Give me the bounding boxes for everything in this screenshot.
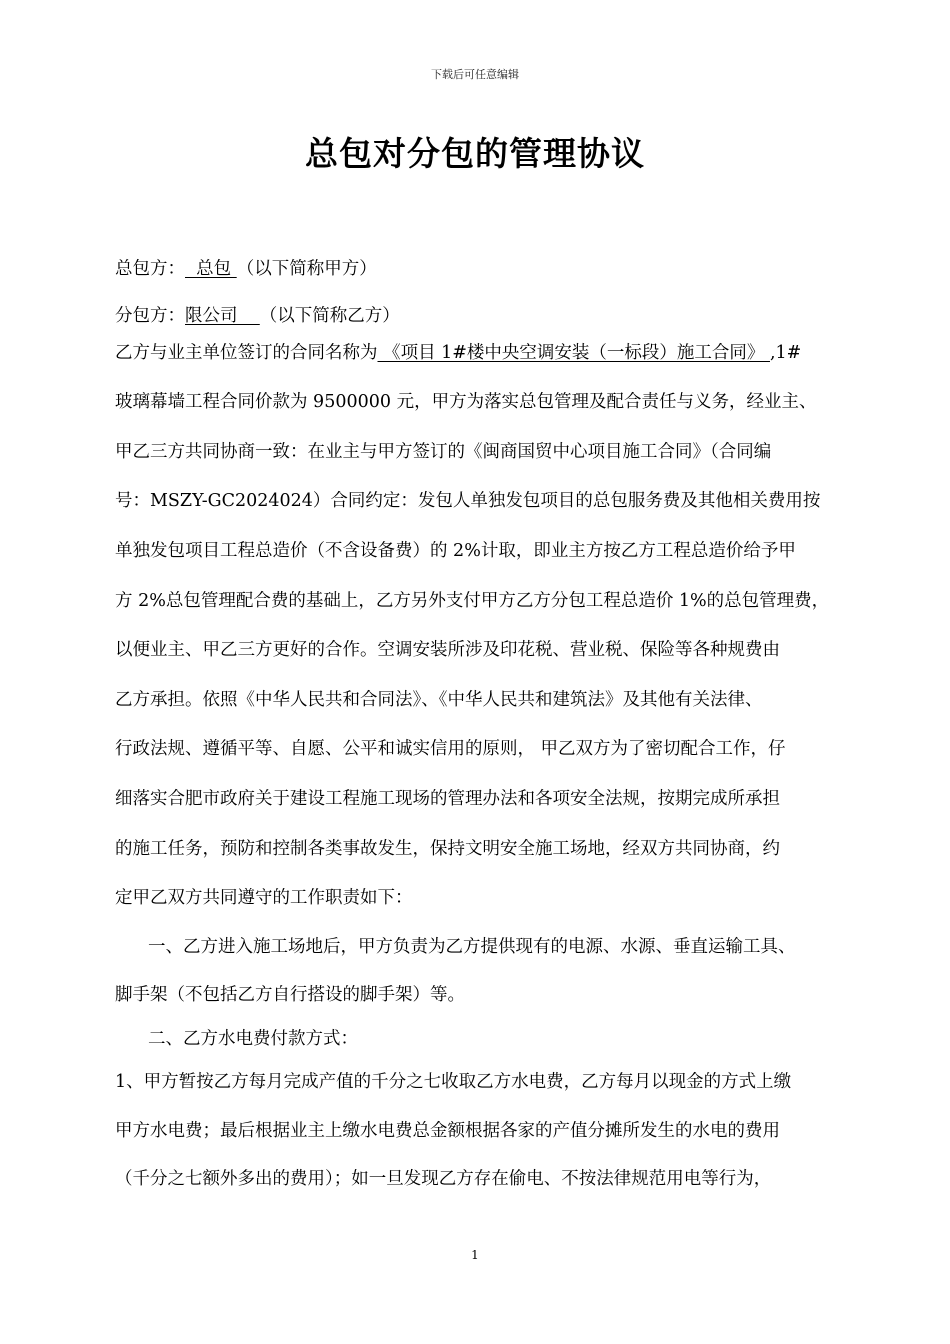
contract-intro-line xyxy=(115,341,875,365)
party-b-value: 限公司 xyxy=(185,306,260,326)
body-line: 的施工任务，预防和控制各类事故发生，保持文明安全施工场地，经双方共同协商，约 xyxy=(115,839,780,859)
section2-line: 1、甲方暂按乙方每月完成产值的千分之七收取乙方水电费，乙方每月以现金的方式上缴 xyxy=(115,1072,792,1092)
party-a-line xyxy=(115,257,875,281)
party-a-value: 总包 xyxy=(185,259,237,279)
body-line: 以便业主、甲乙三方更好的合作。空调安装所涉及印花税、营业税、保险等各种规费由 xyxy=(115,640,780,660)
contract-intro-suffix: ,1# xyxy=(769,343,802,363)
body-line: 乙方承担。依照《中华人民共和合同法》、《中华人民共和建筑法》及其他有关法律、 xyxy=(115,690,763,710)
body-line: 方 2%总包管理配合费的基础上，乙方另外支付甲方乙方分包工程总造价 1%的总包管理费， xyxy=(115,591,830,611)
body-line: 单独发包项目工程总造价（不含设备费）的 2%计取，即业主方按乙方工程总造价给予甲 xyxy=(115,541,796,561)
party-b-label: 分包方： xyxy=(115,306,185,326)
header-note: 下载后可任意编辑 xyxy=(431,68,519,81)
section1-line: 脚手架（不包括乙方自行搭设的脚手架）等。 xyxy=(115,985,465,1005)
section2-line: 甲方水电费；最后根据业主上缴水电费总金额根据各家的产值分摊所发生的水电的费用 xyxy=(115,1121,780,1141)
section2-heading: 二、乙方水电费付款方式： xyxy=(148,1029,358,1049)
body-line: 玻璃幕墙工程合同价款为 9500000 元，甲方为落实总包管理及配合责任与义务，经业主、 xyxy=(115,392,817,412)
party-a-suffix: （以下简称甲方） xyxy=(236,259,377,279)
section1-line: 一、乙方进入施工场地后，甲方负责为乙方提供现有的电源、水源、垂直运输工具、 xyxy=(148,937,796,957)
body-line: 定甲乙双方共同遵守的工作职责如下： xyxy=(115,888,413,908)
contract-intro-prefix: 乙方与业主单位签订的合同名称为 xyxy=(115,343,378,363)
contract-name: 《项目 1#楼中央空调安装（一标段）施工合同》 xyxy=(377,343,770,363)
document-title: 总包对分包的管理协议 xyxy=(305,134,645,173)
party-b-suffix: （以下简称乙方） xyxy=(259,306,400,326)
body-line: 号：MSZY-GC2024024）合同约定：发包人单独发包项目的总包服务费及其他相关费用按 xyxy=(115,491,821,511)
page-number: 1 xyxy=(471,1248,479,1262)
body-line: 行政法规、遵循平等、自愿、公平和诚实信用的原则， 甲乙双方为了密切配合工作，仔 xyxy=(115,739,786,759)
body-line: 甲乙三方共同协商一致：在业主与甲方签订的《闽商国贸中心项目施工合同》（合同编 xyxy=(115,442,772,462)
section2-line: （千分之七额外多出的费用）；如一旦发现乙方存在偷电、不按法律规范用电等行为， xyxy=(115,1169,772,1189)
party-a-label: 总包方： xyxy=(115,259,185,279)
body-line: 细落实合肥市政府关于建设工程施工现场的管理办法和各项安全法规，按期完成所承担 xyxy=(115,789,780,809)
party-b-line xyxy=(115,304,875,328)
